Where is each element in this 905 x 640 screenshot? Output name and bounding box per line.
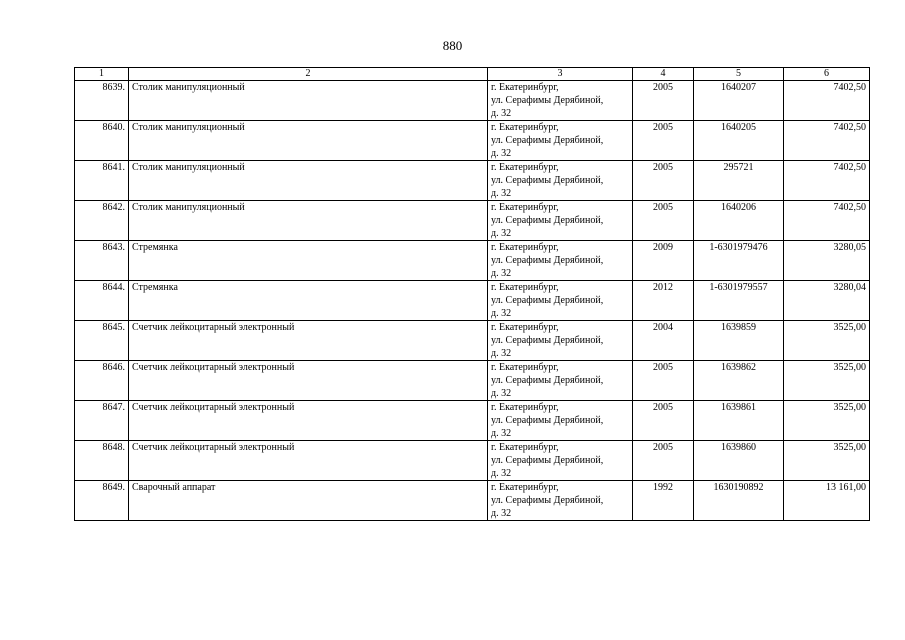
year-cell: 2009 [633,241,694,281]
inventory-number-cell: 1630190892 [694,481,784,521]
address-line: д. 32 [491,468,512,479]
cost-cell: 7402,50 [784,81,870,121]
address-line: ул. Серафимы Дерябиной, [491,175,604,186]
cost-cell: 3525,00 [784,401,870,441]
item-name-cell: Столик манипуляционный [129,201,488,241]
address-cell [488,81,633,121]
address-line: д. 32 [491,348,512,359]
table-row [75,81,870,121]
table-row [75,401,870,441]
column-header: 6 [784,68,870,81]
address-line: д. 32 [491,268,512,279]
address-line: ул. Серафимы Дерябиной, [491,295,604,306]
column-header: 4 [633,68,694,81]
address-cell [488,321,633,361]
column-header: 3 [488,68,633,81]
table-row [75,121,870,161]
row-number-cell: 8643. [75,241,129,281]
item-name-cell: Столик манипуляционный [129,81,488,121]
year-cell: 1992 [633,481,694,521]
address-line: г. Екатеринбург, [491,402,559,413]
year-cell: 2005 [633,441,694,481]
table-row [75,481,870,521]
item-name-cell: Счетчик лейкоцитарный электронный [129,401,488,441]
inventory-number-cell: 295721 [694,161,784,201]
table-row [75,441,870,481]
address-line: ул. Серафимы Дерябиной, [491,215,604,226]
address-cell [488,161,633,201]
item-name-cell: Сварочный аппарат [129,481,488,521]
item-name-cell: Счетчик лейкоцитарный электронный [129,361,488,401]
cost-cell: 3525,00 [784,321,870,361]
inventory-number-cell: 1-6301979557 [694,281,784,321]
item-name-cell: Счетчик лейкоцитарный электронный [129,441,488,481]
cost-cell: 7402,50 [784,121,870,161]
year-cell: 2004 [633,321,694,361]
column-header: 5 [694,68,784,81]
table-body [75,81,870,521]
address-cell [488,241,633,281]
inventory-number-cell: 1639859 [694,321,784,361]
year-cell: 2005 [633,121,694,161]
year-cell: 2005 [633,161,694,201]
address-line: ул. Серафимы Дерябиной, [491,455,604,466]
cost-cell: 13 161,00 [784,481,870,521]
address-line: д. 32 [491,188,512,199]
row-number-cell: 8647. [75,401,129,441]
address-line: г. Екатеринбург, [491,122,559,133]
cost-cell: 3280,04 [784,281,870,321]
row-number-cell: 8648. [75,441,129,481]
address-line: д. 32 [491,388,512,399]
table-row [75,201,870,241]
cost-cell: 3525,00 [784,361,870,401]
row-number-cell: 8644. [75,281,129,321]
row-number-cell: 8645. [75,321,129,361]
year-cell: 2005 [633,361,694,401]
year-cell: 2005 [633,201,694,241]
cost-cell: 7402,50 [784,201,870,241]
address-line: г. Екатеринбург, [491,162,559,173]
item-name-cell: Стремянка [129,241,488,281]
table-row [75,321,870,361]
address-line: г. Екатеринбург, [491,82,559,93]
cost-cell: 3525,00 [784,441,870,481]
address-line: г. Екатеринбург, [491,362,559,373]
address-line: г. Екатеринбург, [491,322,559,333]
inventory-number-cell: 1640205 [694,121,784,161]
address-line: г. Екатеринбург, [491,482,559,493]
table-row [75,161,870,201]
address-line: г. Екатеринбург, [491,202,559,213]
row-number-cell: 8639. [75,81,129,121]
row-number-cell: 8649. [75,481,129,521]
address-line: ул. Серафимы Дерябиной, [491,495,604,506]
inventory-number-cell: 1640207 [694,81,784,121]
property-table [74,67,870,521]
inventory-number-cell: 1639862 [694,361,784,401]
address-line: ул. Серафимы Дерябиной, [491,95,604,106]
address-line: г. Екатеринбург, [491,442,559,453]
row-number-cell: 8642. [75,201,129,241]
item-name-cell: Столик манипуляционный [129,121,488,161]
table-row [75,361,870,401]
address-line: г. Екатеринбург, [491,282,559,293]
row-number-cell: 8640. [75,121,129,161]
address-line: д. 32 [491,508,512,519]
address-line: ул. Серафимы Дерябиной, [491,135,604,146]
column-header: 2 [129,68,488,81]
header-row [75,68,870,81]
address-line: г. Екатеринбург, [491,242,559,253]
address-line: д. 32 [491,228,512,239]
column-header: 1 [75,68,129,81]
address-line: д. 32 [491,428,512,439]
address-cell [488,281,633,321]
address-line: д. 32 [491,148,512,159]
cost-cell: 7402,50 [784,161,870,201]
year-cell: 2012 [633,281,694,321]
table-row [75,241,870,281]
item-name-cell: Счетчик лейкоцитарный электронный [129,321,488,361]
inventory-number-cell: 1639860 [694,441,784,481]
address-cell [488,481,633,521]
row-number-cell: 8641. [75,161,129,201]
address-cell [488,201,633,241]
cost-cell: 3280,05 [784,241,870,281]
address-line: ул. Серафимы Дерябиной, [491,415,604,426]
table-row [75,281,870,321]
item-name-cell: Столик манипуляционный [129,161,488,201]
year-cell: 2005 [633,81,694,121]
row-number-cell: 8646. [75,361,129,401]
page-number: 880 [442,38,463,53]
address-line: д. 32 [491,308,512,319]
address-cell [488,121,633,161]
address-line: ул. Серафимы Дерябиной, [491,375,604,386]
address-line: ул. Серафимы Дерябиной, [491,255,604,266]
item-name-cell: Стремянка [129,281,488,321]
inventory-number-cell: 1-6301979476 [694,241,784,281]
year-cell: 2005 [633,401,694,441]
address-line: ул. Серафимы Дерябиной, [491,335,604,346]
address-cell [488,401,633,441]
inventory-number-cell: 1639861 [694,401,784,441]
inventory-number-cell: 1640206 [694,201,784,241]
address-cell [488,441,633,481]
address-line: д. 32 [491,108,512,119]
address-cell [488,361,633,401]
